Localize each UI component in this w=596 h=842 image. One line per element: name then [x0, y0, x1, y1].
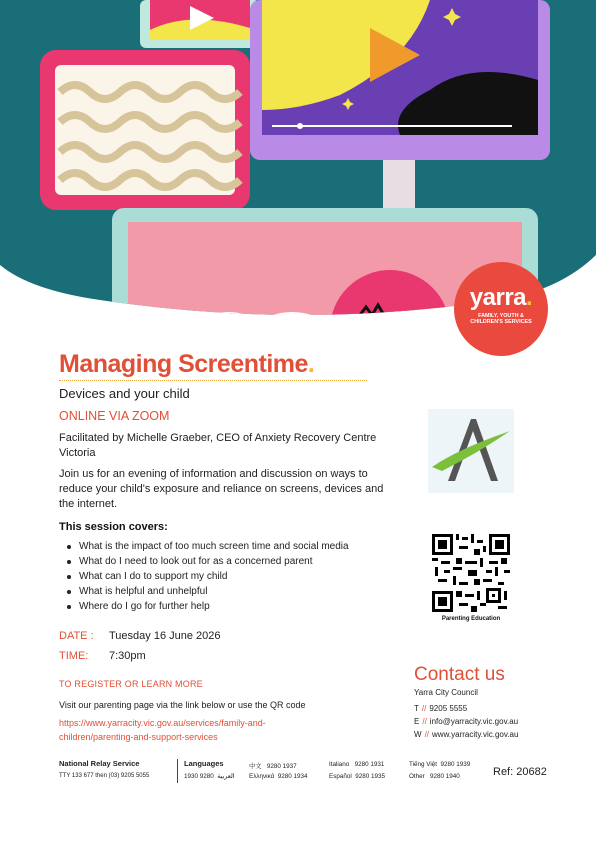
date-label: DATE : — [59, 630, 94, 642]
language-arabic: العربية 9280 1930 — [184, 773, 235, 780]
list-item: Where do I go for further help — [64, 599, 349, 614]
link-line-1[interactable]: https://www.yarracity.vic.gov.au/services/family-and- — [59, 718, 266, 728]
language-greek: Ελληνικά 9280 1934 — [249, 773, 308, 780]
intro-paragraph: Join us for an evening of information and discussion on ways to reduce your child's exposure and reliance on screens, devices and the internet. — [59, 468, 384, 510]
list-item: What can I do to support my child — [64, 569, 349, 584]
link-line-2[interactable]: children/parenting-and-support-services — [59, 732, 218, 742]
languages-heading: Languages — [184, 759, 224, 768]
page-subtitle: Devices and your child — [59, 386, 190, 401]
language-italian: Italiano 9280 1931 — [329, 761, 385, 768]
contact-phone[interactable] — [414, 704, 467, 713]
languages-block — [184, 759, 224, 768]
visit-text: Visit our parenting page via the link below or use the QR code — [59, 700, 306, 710]
language-spanish: Español 9280 1935 — [329, 773, 386, 780]
time-value: 7:30pm — [109, 650, 146, 662]
separator: // — [421, 704, 427, 713]
time-row — [59, 650, 146, 662]
relay-service — [59, 759, 177, 779]
session-mode: ONLINE VIA ZOOM — [59, 409, 170, 423]
contact-heading: Contact us — [414, 664, 505, 685]
facilitator-text: Facilitated by Michelle Graeber, CEO of Anxiety Recovery Centre Victoria — [59, 432, 377, 459]
contact-org: Yarra City Council — [414, 688, 478, 697]
separator: // — [424, 730, 430, 739]
logo-subtitle: FAMILY, YOUTH & CHILDREN'S SERVICES — [470, 313, 532, 326]
list-item: What is the impact of too much screen time and social media — [64, 539, 349, 554]
page-title: Managing Screentime. — [59, 350, 315, 378]
phone-value[interactable]: 9205 5555 — [429, 704, 468, 713]
date-row — [59, 630, 221, 642]
footer-divider — [177, 759, 178, 783]
separator: // — [422, 717, 427, 726]
web-key: W — [414, 730, 422, 739]
register-heading: TO REGISTER OR LEARN MORE — [59, 679, 203, 689]
email-value[interactable]: info@yarracity.vic.gov.au — [429, 717, 519, 726]
qr-caption: Parenting Education — [441, 616, 501, 622]
language-other: Other 9280 1940 — [409, 773, 460, 780]
qr-code[interactable] — [432, 534, 510, 612]
list-item: What is helpful and unhelpful — [64, 584, 349, 599]
qr-code-icon — [432, 534, 510, 612]
list-item: What do I need to look out for as a concerned parent — [64, 554, 349, 569]
anxiety-recovery-a-logo-icon — [428, 409, 514, 493]
covers-heading: This session covers: — [59, 521, 168, 533]
relay-heading: National Relay Service — [59, 759, 140, 768]
anxiety-recovery-logo — [428, 409, 514, 493]
web-value[interactable]: www.yarracity.vic.gov.au — [432, 730, 519, 739]
yarra-logo — [454, 262, 548, 356]
covers-list — [64, 539, 349, 614]
phone-key: T — [414, 704, 419, 713]
contact-email[interactable] — [414, 717, 518, 726]
language-vietnamese: Tiếng Việt 9280 1939 — [409, 761, 471, 768]
relay-text: TTY 133 677 then (03) 9205 5055 — [59, 773, 150, 779]
reference-number: Ref: 20682 — [493, 766, 547, 778]
contact-web[interactable] — [414, 730, 518, 739]
logo-word: yarra. — [469, 284, 533, 311]
date-value: Tuesday 16 June 2026 — [109, 630, 221, 642]
parenting-page-link[interactable] — [59, 716, 349, 744]
language-chinese: 中文 9280 1937 — [249, 763, 297, 770]
email-key: E — [414, 717, 420, 726]
title-divider — [59, 380, 367, 381]
time-label: TIME: — [59, 650, 89, 662]
